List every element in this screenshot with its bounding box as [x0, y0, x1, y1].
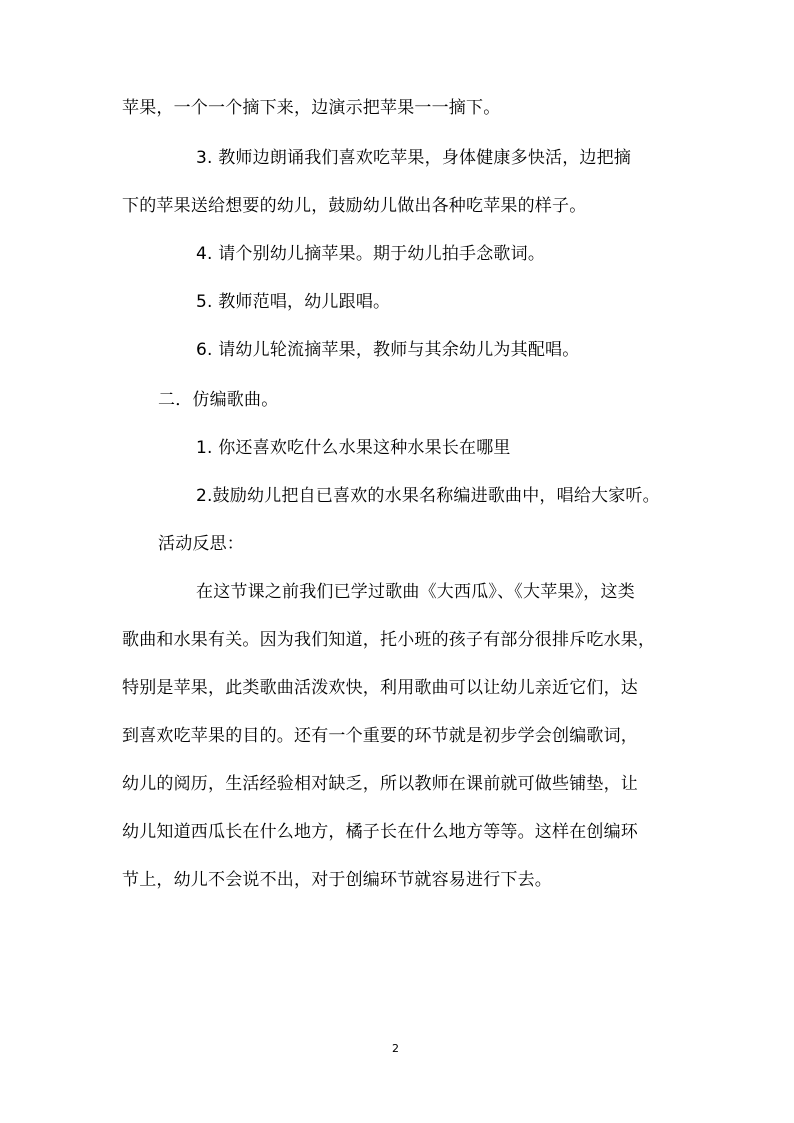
section-heading: 活动反思：	[158, 534, 244, 554]
text-line: 在这节课之前我们已学过歌曲《大西瓜》、《大苹果》，这类	[196, 582, 635, 602]
text-line: 到喜欢吃苹果的目的。还有一个重要的环节就是初步学会创编歌词，	[122, 726, 638, 746]
section-heading: 二．仿编歌曲。	[158, 390, 279, 410]
text-line: 1. 你还喜欢吃什么水果这种水果长在哪里	[196, 438, 511, 458]
text-line: 下的苹果送给想要的幼儿，鼓励幼儿做出各种吃苹果的样子。	[122, 196, 587, 216]
text-line: 节上，幼儿不会说不出，对于创编环节就容易进行下去。	[122, 870, 552, 890]
text-line: 2.鼓励幼儿把自已喜欢的水果名称编进歌曲中，唱给大家听。	[196, 486, 660, 506]
text-line: 3. 教师边朗诵我们喜欢吃苹果，身体健康多快活，边把摘	[196, 148, 632, 168]
text-line: 幼儿知道西瓜长在什么地方，橘子长在什么地方等等。这样在创编环	[122, 822, 638, 842]
text-line: 苹果，一个一个摘下来，边演示把苹果一一摘下。	[122, 98, 501, 118]
text-line: 特别是苹果，此类歌曲活泼欢快，利用歌曲可以让幼儿亲近它们，达	[122, 678, 638, 698]
text-line: 幼儿的阅历，生活经验相对缺乏，所以教师在课前就可做些铺垫，让	[122, 774, 638, 794]
text-line: 6. 请幼儿轮流摘苹果，教师与其余幼儿为其配唱。	[196, 340, 580, 360]
text-line: 5. 教师范唱，幼儿跟唱。	[196, 292, 391, 312]
page-number: 2	[392, 1042, 399, 1055]
text-line: 歌曲和水果有关。因为我们知道，托小班的孩子有部分很排斥吃水果，	[122, 630, 656, 650]
text-line: 4. 请个别幼儿摘苹果。期于幼儿拍手念歌词。	[196, 244, 546, 264]
